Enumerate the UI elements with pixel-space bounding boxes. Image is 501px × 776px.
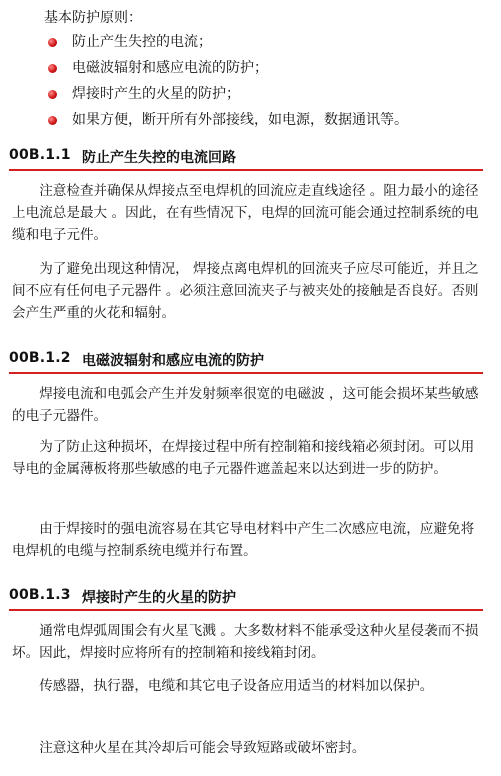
red-bullet-icon — [48, 64, 57, 73]
list-item-text: 防止产生失控的电流； — [72, 34, 212, 50]
intro-title: 基本防护原则： — [44, 10, 142, 26]
red-bullet-icon — [48, 90, 57, 99]
section-title: 防止产生失控的电流回路 — [82, 150, 236, 166]
list-item — [46, 81, 408, 107]
section-heading-3 — [9, 585, 483, 611]
list-item — [46, 29, 408, 55]
paragraph: 为了防止这种损坏，在焊接过程中所有控制箱和接线箱必须封闭。可以用导电的金属薄板将那些敏感的电子元器件遮盖起来以达到进一步的防护。 — [12, 439, 475, 477]
red-bullet-icon — [48, 116, 57, 125]
section-title: 焊接时产生的火星的防护 — [82, 590, 236, 606]
paragraph: 为了避免出现这种情况， 焊接点离电焊机的回流夹子应尽可能近，并且之间不应有任何电子元器件 。必须注意回流夹子与被夹处的接触是否良好。否则会产生严重的火花和辐射。 — [12, 261, 479, 321]
principles-list — [46, 29, 408, 133]
paragraph: 通常电焊弧周围会有火星飞溅 。大多数材料不能承受这种火星侵袭而不损坏。因此，焊接时应将所有的控制箱和接线箱封闭。 — [12, 623, 479, 661]
list-item — [46, 107, 408, 133]
section-number: 00B.1.2 — [9, 350, 71, 366]
red-bullet-icon — [48, 38, 57, 47]
paragraph: 注意这种火星在其冷却后可能会导致短路或破坏密封。 — [39, 740, 366, 756]
list-item-text: 焊接时产生的火星的防护； — [72, 86, 240, 102]
paragraph: 传感器，执行器，电缆和其它电子设备应用适当的材料加以保护。 — [39, 678, 434, 694]
section-heading-2 — [9, 348, 483, 374]
section-number: 00B.1.1 — [9, 147, 71, 163]
paragraph: 焊接电流和电弧会产生并发射频率很宽的电磁波 ，这可能会损坏某些敏感的电子元器件。 — [12, 386, 479, 424]
list-item-text: 电磁波辐射和感应电流的防护； — [72, 60, 268, 76]
section-number: 00B.1.3 — [9, 587, 71, 603]
list-item-text: 如果方便，断开所有外部接线，如电源，数据通讯等。 — [72, 112, 408, 128]
section-heading-1 — [9, 145, 483, 171]
list-item — [46, 55, 408, 81]
paragraph: 注意检查并确保从焊接点至电焊机的回流应走直线途径 。阻力最小的途径上电流总是最大 。因此，在有些情况下，电焊的回流可能会通过控制系统的电缆和电子元件。 — [12, 183, 479, 243]
paragraph: 由于焊接时的强电流容易在其它导电材料中产生二次感应电流，应避免将电焊机的电缆与控制系统电缆并行布置。 — [12, 521, 475, 559]
section-title: 电磁波辐射和感应电流的防护 — [82, 353, 264, 369]
